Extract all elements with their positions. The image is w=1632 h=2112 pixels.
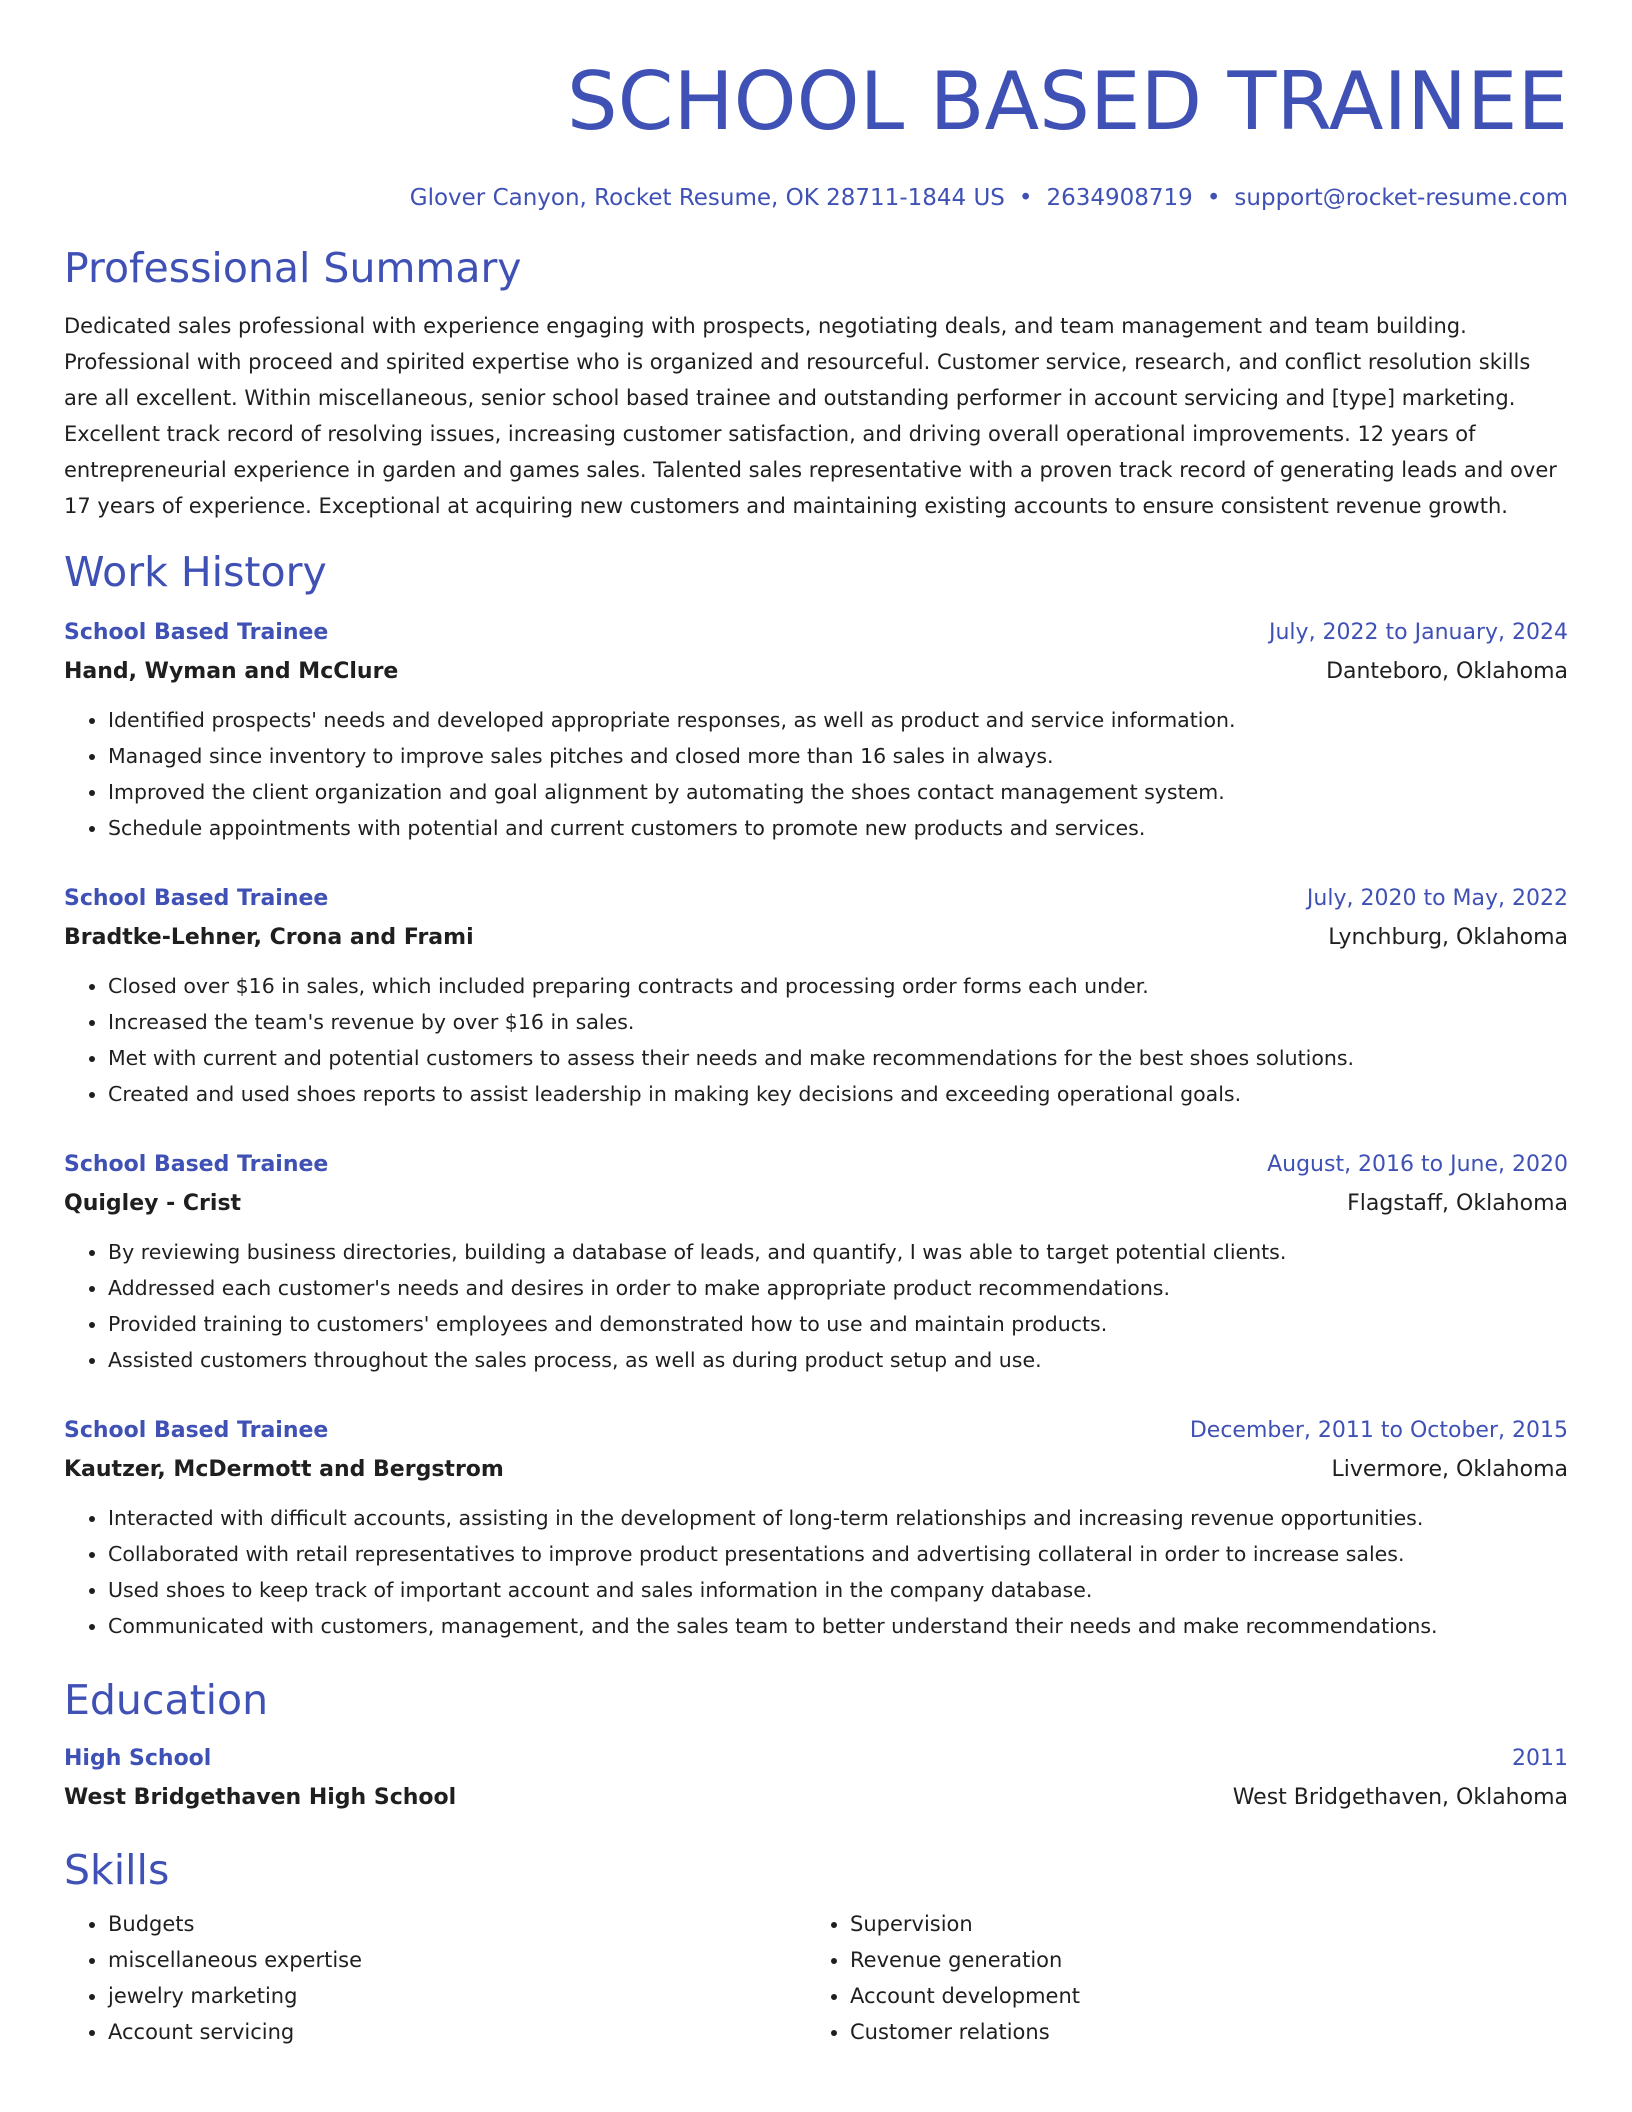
job-company: Bradtke-Lehner, Crona and Frami xyxy=(64,925,474,950)
summary-text: Dedicated sales professional with experience engaging with prospects, negotiating deals, and team management and team building. Professional with proceed and spirited expertise who is organized and resourceful. Customer service, research, and conflict resolution skills are all excellent. Within miscellaneous, senior school based trainee and outstanding performer in account servicing and [type] marketing. Excellent track record of resolving issues, increasing customer satisfaction, and driving overall operational improvements. 12 years of entrepreneurial experience in garden and games sales. Talented sales representative with a proven track record of generating leads and over 17 years of experience. Exceptional at acquiring new customers and maintaining existing accounts to ensure consistent revenue growth. xyxy=(64,314,1557,518)
job-dates: July, 2022 to January, 2024 xyxy=(1269,620,1568,645)
job-dates: August, 2016 to June, 2020 xyxy=(1267,1152,1568,1177)
job-entry xyxy=(64,1412,1568,1644)
education-school: West Bridgethaven High School xyxy=(64,1785,457,1810)
job-bullets xyxy=(64,702,1568,846)
job-bullet: • Created and used shoes reports to assist leadership in making key decisions and exceeding operational goals. xyxy=(108,1076,1568,1112)
job-bullet: • Provided training to customers' employees and demonstrated how to use and maintain products. xyxy=(108,1306,1568,1342)
job-bullet: • Increased the team's revenue by over $16 in sales. xyxy=(108,1004,1568,1040)
education-heading: Education xyxy=(64,1676,269,1724)
job-company: Kautzer, McDermott and Bergstrom xyxy=(64,1457,504,1482)
job-bullets xyxy=(64,1500,1568,1644)
contact-email: support@rocket-resume.com xyxy=(1234,185,1568,211)
skill-item: • Revenue generation xyxy=(850,1942,1548,1978)
contact-separator: • xyxy=(1018,185,1033,211)
skill-item: • Supervision xyxy=(850,1906,1548,1942)
education-year: 2011 xyxy=(1512,1746,1568,1771)
skill-item: • miscellaneous expertise xyxy=(108,1942,806,1978)
skills-grid xyxy=(64,1906,1568,2050)
job-bullet: • Met with current and potential customers to assess their needs and make recommendations for the best shoes solutions. xyxy=(108,1040,1568,1076)
job-bullet: • Communicated with customers, management, and the sales team to better understand their needs and make recommendations. xyxy=(108,1608,1568,1644)
job-bullet: • Addressed each customer's needs and desires in order to make appropriate product recommendations. xyxy=(108,1270,1568,1306)
contact-line xyxy=(64,182,1568,214)
skill-item: • Customer relations xyxy=(850,2014,1548,2050)
resume-page xyxy=(64,0,1568,2050)
education-degree: High School xyxy=(64,1746,212,1771)
job-entry xyxy=(64,880,1568,1112)
job-bullets xyxy=(64,968,1568,1112)
job-dates: July, 2020 to May, 2022 xyxy=(1306,886,1568,911)
job-company: Hand, Wyman and McClure xyxy=(64,659,399,684)
job-bullet: • Identified prospects' needs and developed appropriate responses, as well as product and service information. xyxy=(108,702,1568,738)
job-bullet: • Used shoes to keep track of important account and sales information in the company database. xyxy=(108,1572,1568,1608)
job-title: School Based Trainee xyxy=(64,1152,329,1177)
job-bullet: • Assisted customers throughout the sales process, as well as during product setup and use. xyxy=(108,1342,1568,1378)
job-location: Livermore, Oklahoma xyxy=(1331,1457,1568,1482)
skill-item: • Account servicing xyxy=(108,2014,806,2050)
job-entry xyxy=(64,1146,1568,1378)
work-history-heading: Work History xyxy=(64,548,327,596)
job-location: Danteboro, Oklahoma xyxy=(1326,659,1568,684)
job-entry xyxy=(64,614,1568,846)
skill-item: • jewelry marketing xyxy=(108,1978,806,2014)
job-location: Lynchburg, Oklahoma xyxy=(1328,925,1568,950)
job-title: School Based Trainee xyxy=(64,886,329,911)
job-title: School Based Trainee xyxy=(64,620,329,645)
job-company: Quigley - Crist xyxy=(64,1191,242,1216)
contact-separator: • xyxy=(1206,185,1221,211)
skills-column-right xyxy=(806,1906,1548,2050)
skills-heading: Skills xyxy=(64,1846,170,1894)
skill-item: • Account development xyxy=(850,1978,1548,2014)
job-bullet: • Improved the client organization and goal alignment by automating the shoes contact management system. xyxy=(108,774,1568,810)
job-bullet: • Managed since inventory to improve sales pitches and closed more than 16 sales in always. xyxy=(108,738,1568,774)
contact-address: Glover Canyon, Rocket Resume, OK 28711-1844 US xyxy=(409,185,1005,211)
job-bullets xyxy=(64,1234,1568,1378)
summary-heading: Professional Summary xyxy=(64,244,522,292)
job-bullet: • Interacted with difficult accounts, assisting in the development of long-term relationships and increasing revenue opportunities. xyxy=(108,1500,1568,1536)
job-bullet: • Collaborated with retail representatives to improve product presentations and advertising collateral in order to increase sales. xyxy=(108,1536,1568,1572)
education-location: West Bridgethaven, Oklahoma xyxy=(1232,1785,1568,1810)
education-entry xyxy=(64,1740,1568,1818)
job-location: Flagstaff, Oklahoma xyxy=(1347,1191,1568,1216)
job-bullet: • By reviewing business directories, building a database of leads, and quantify, I was able to target potential clients. xyxy=(108,1234,1568,1270)
contact-phone: 2634908719 xyxy=(1046,185,1193,211)
job-bullet: • Closed over $16 in sales, which included preparing contracts and processing order forms each under. xyxy=(108,968,1568,1004)
job-bullet: • Schedule appointments with potential and current customers to promote new products and services. xyxy=(108,810,1568,846)
skill-item: • Budgets xyxy=(108,1906,806,1942)
job-title: School Based Trainee xyxy=(64,1418,329,1443)
skills-column-left xyxy=(64,1906,806,2050)
candidate-name: SCHOOL BASED TRAINEE xyxy=(566,55,1568,148)
job-dates: December, 2011 to October, 2015 xyxy=(1189,1418,1568,1443)
